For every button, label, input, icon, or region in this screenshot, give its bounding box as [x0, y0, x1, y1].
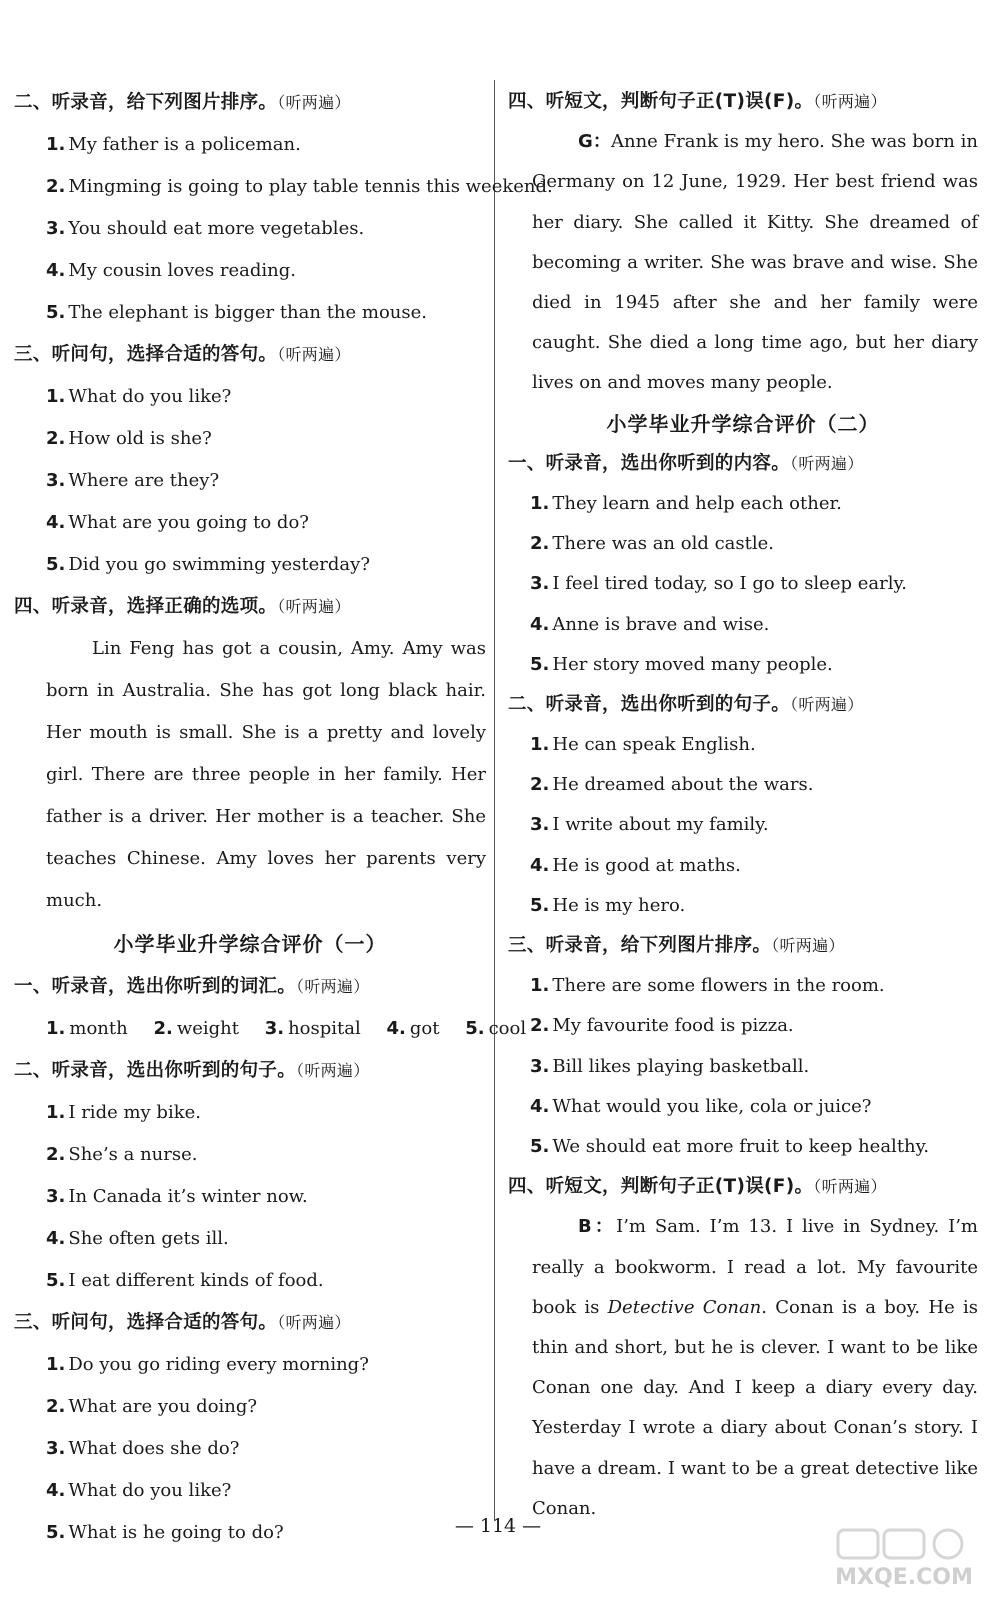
list-item: 2. She’s a nurse. — [46, 1144, 198, 1165]
list-item: 3. Where are they? — [46, 470, 220, 491]
list-item: 3. What does she do? — [46, 1438, 240, 1459]
list-item: 1. They learn and help each other. — [530, 492, 842, 514]
book-title: Detective Conan — [607, 1296, 762, 1318]
watermark-text: MXQE.COM — [835, 1565, 973, 1590]
list-item: 5. Did you go swimming yesterday? — [46, 554, 370, 575]
section-heading: 二、听录音，给下列图片排序。（听两遍） — [14, 92, 351, 113]
word-item: 1. month — [46, 1018, 128, 1039]
list-item: 1. There are some flowers in the room. — [530, 975, 885, 997]
list-item: 4. What would you like, cola or juice? — [530, 1095, 872, 1117]
list-item: 1. What do you like? — [46, 386, 232, 407]
list-item: 5. Her story moved many people. — [530, 653, 833, 675]
list-item: 5. I eat different kinds of food. — [46, 1270, 324, 1291]
list-item: 1. My father is a policeman. — [46, 134, 301, 155]
list-item: 1. I ride my bike. — [46, 1102, 201, 1123]
exam-title: 小学毕业升学综合评价（一） — [113, 932, 387, 956]
section-heading: 三、听录音，给下列图片排序。（听两遍） — [508, 935, 845, 957]
word-list — [14, 1008, 527, 1050]
section-heading: 四、听录音，选择正确的选项。（听两遍） — [14, 596, 351, 617]
section-heading: 四、听短文，判断句子正(T)误(F)。（听两遍） — [508, 91, 887, 112]
list-item: 3. I write about my family. — [530, 814, 769, 836]
list-item: 1. Do you go riding every morning? — [46, 1354, 369, 1375]
section-heading: 二、听录音，选出你听到的句子。（听两遍） — [508, 693, 864, 715]
passage: G：Anne Frank is my hero. She was born in Germany on 12 June, 1929. Her best friend was her diary. She called it Kitty. She dreamed of becoming a writer. She was brave and wise. She died in 1945 after she and her family were caught. She died a long time ago, but her diary lives on and moves many people. — [532, 131, 978, 394]
list-item: 5. We should eat more fruit to keep healthy. — [530, 1135, 930, 1157]
list-item: 3. I feel tired today, so I go to sleep early. — [530, 573, 907, 595]
list-item: 3. In Canada it’s winter now. — [46, 1186, 308, 1207]
list-item: 2. There was an old castle. — [530, 533, 774, 555]
section-heading: 一、听录音，选出你听到的内容。（听两遍） — [508, 452, 864, 474]
list-item: 4. My cousin loves reading. — [46, 260, 296, 281]
list-item: 5. He is my hero. — [530, 894, 686, 916]
list-item: 4. Anne is brave and wise. — [530, 613, 770, 635]
list-item: 4. What do you like? — [46, 1480, 232, 1501]
list-item: 3. Bill likes playing basketball. — [530, 1055, 810, 1077]
list-item: 5. The elephant is bigger than the mouse. — [46, 302, 428, 323]
list-item: 4. What are you going to do? — [46, 512, 309, 533]
column-divider — [494, 80, 495, 1520]
section-heading: 三、听问句，选择合适的答句。（听两遍） — [14, 344, 351, 365]
word-item: 5. cool — [465, 1018, 527, 1039]
list-item: 2. He dreamed about the wars. — [530, 774, 814, 796]
list-item: 2. Mingming is going to play table tennis this weekend. — [46, 176, 553, 197]
word-item: 4. got — [386, 1018, 440, 1039]
list-item: 1. He can speak English. — [530, 734, 756, 756]
page-number: — 114 — — [454, 1515, 542, 1537]
section-heading: 四、听短文，判断句子正(T)误(F)。（听两遍） — [508, 1176, 887, 1198]
list-item: 4. She often gets ill. — [46, 1228, 229, 1249]
list-item: 2. My favourite food is pizza. — [530, 1015, 794, 1037]
exam-title: 小学毕业升学综合评价（二） — [606, 411, 880, 436]
list-item: 3. You should eat more vegetables. — [46, 218, 365, 239]
list-item: 4. He is good at maths. — [530, 854, 741, 876]
section-heading: 二、听录音，选出你听到的句子。（听两遍） — [14, 1060, 370, 1081]
word-item: 2. weight — [153, 1018, 239, 1039]
word-item: 3. hospital — [264, 1018, 361, 1039]
list-item: 2. How old is she? — [46, 428, 212, 449]
passage: B：I’m Sam. I’m 13. I live in Sydney. I’m really a bookworm. I read a lot. My favourite book is Detective Conan. Conan is a boy. He is thin and short, but he is clever. I want to be like Conan one day. And I keep a diary every day. Yesterday I wrote a diary about Conan’s story. I have a dream. I want to be a great detective like Conan. — [532, 1216, 978, 1519]
list-item: 2. What are you doing? — [46, 1396, 258, 1417]
watermark-logo — [834, 1526, 974, 1590]
section-heading: 一、听录音，选出你听到的词汇。（听两遍） — [14, 976, 370, 997]
section-heading: 三、听问句，选择合适的答句。（听两遍） — [14, 1312, 351, 1333]
right-column — [508, 82, 978, 1529]
list-item: 5. What is he going to do? — [46, 1522, 284, 1543]
passage: Lin Feng has got a cousin, Amy. Amy was born in Australia. She has got long black hair. Her mouth is small. She is a pretty and lovely girl. There are three people in her family. Her father is a driver. Her mother is a teacher. She teaches Chinese. Amy loves her parents very much. — [46, 638, 486, 911]
